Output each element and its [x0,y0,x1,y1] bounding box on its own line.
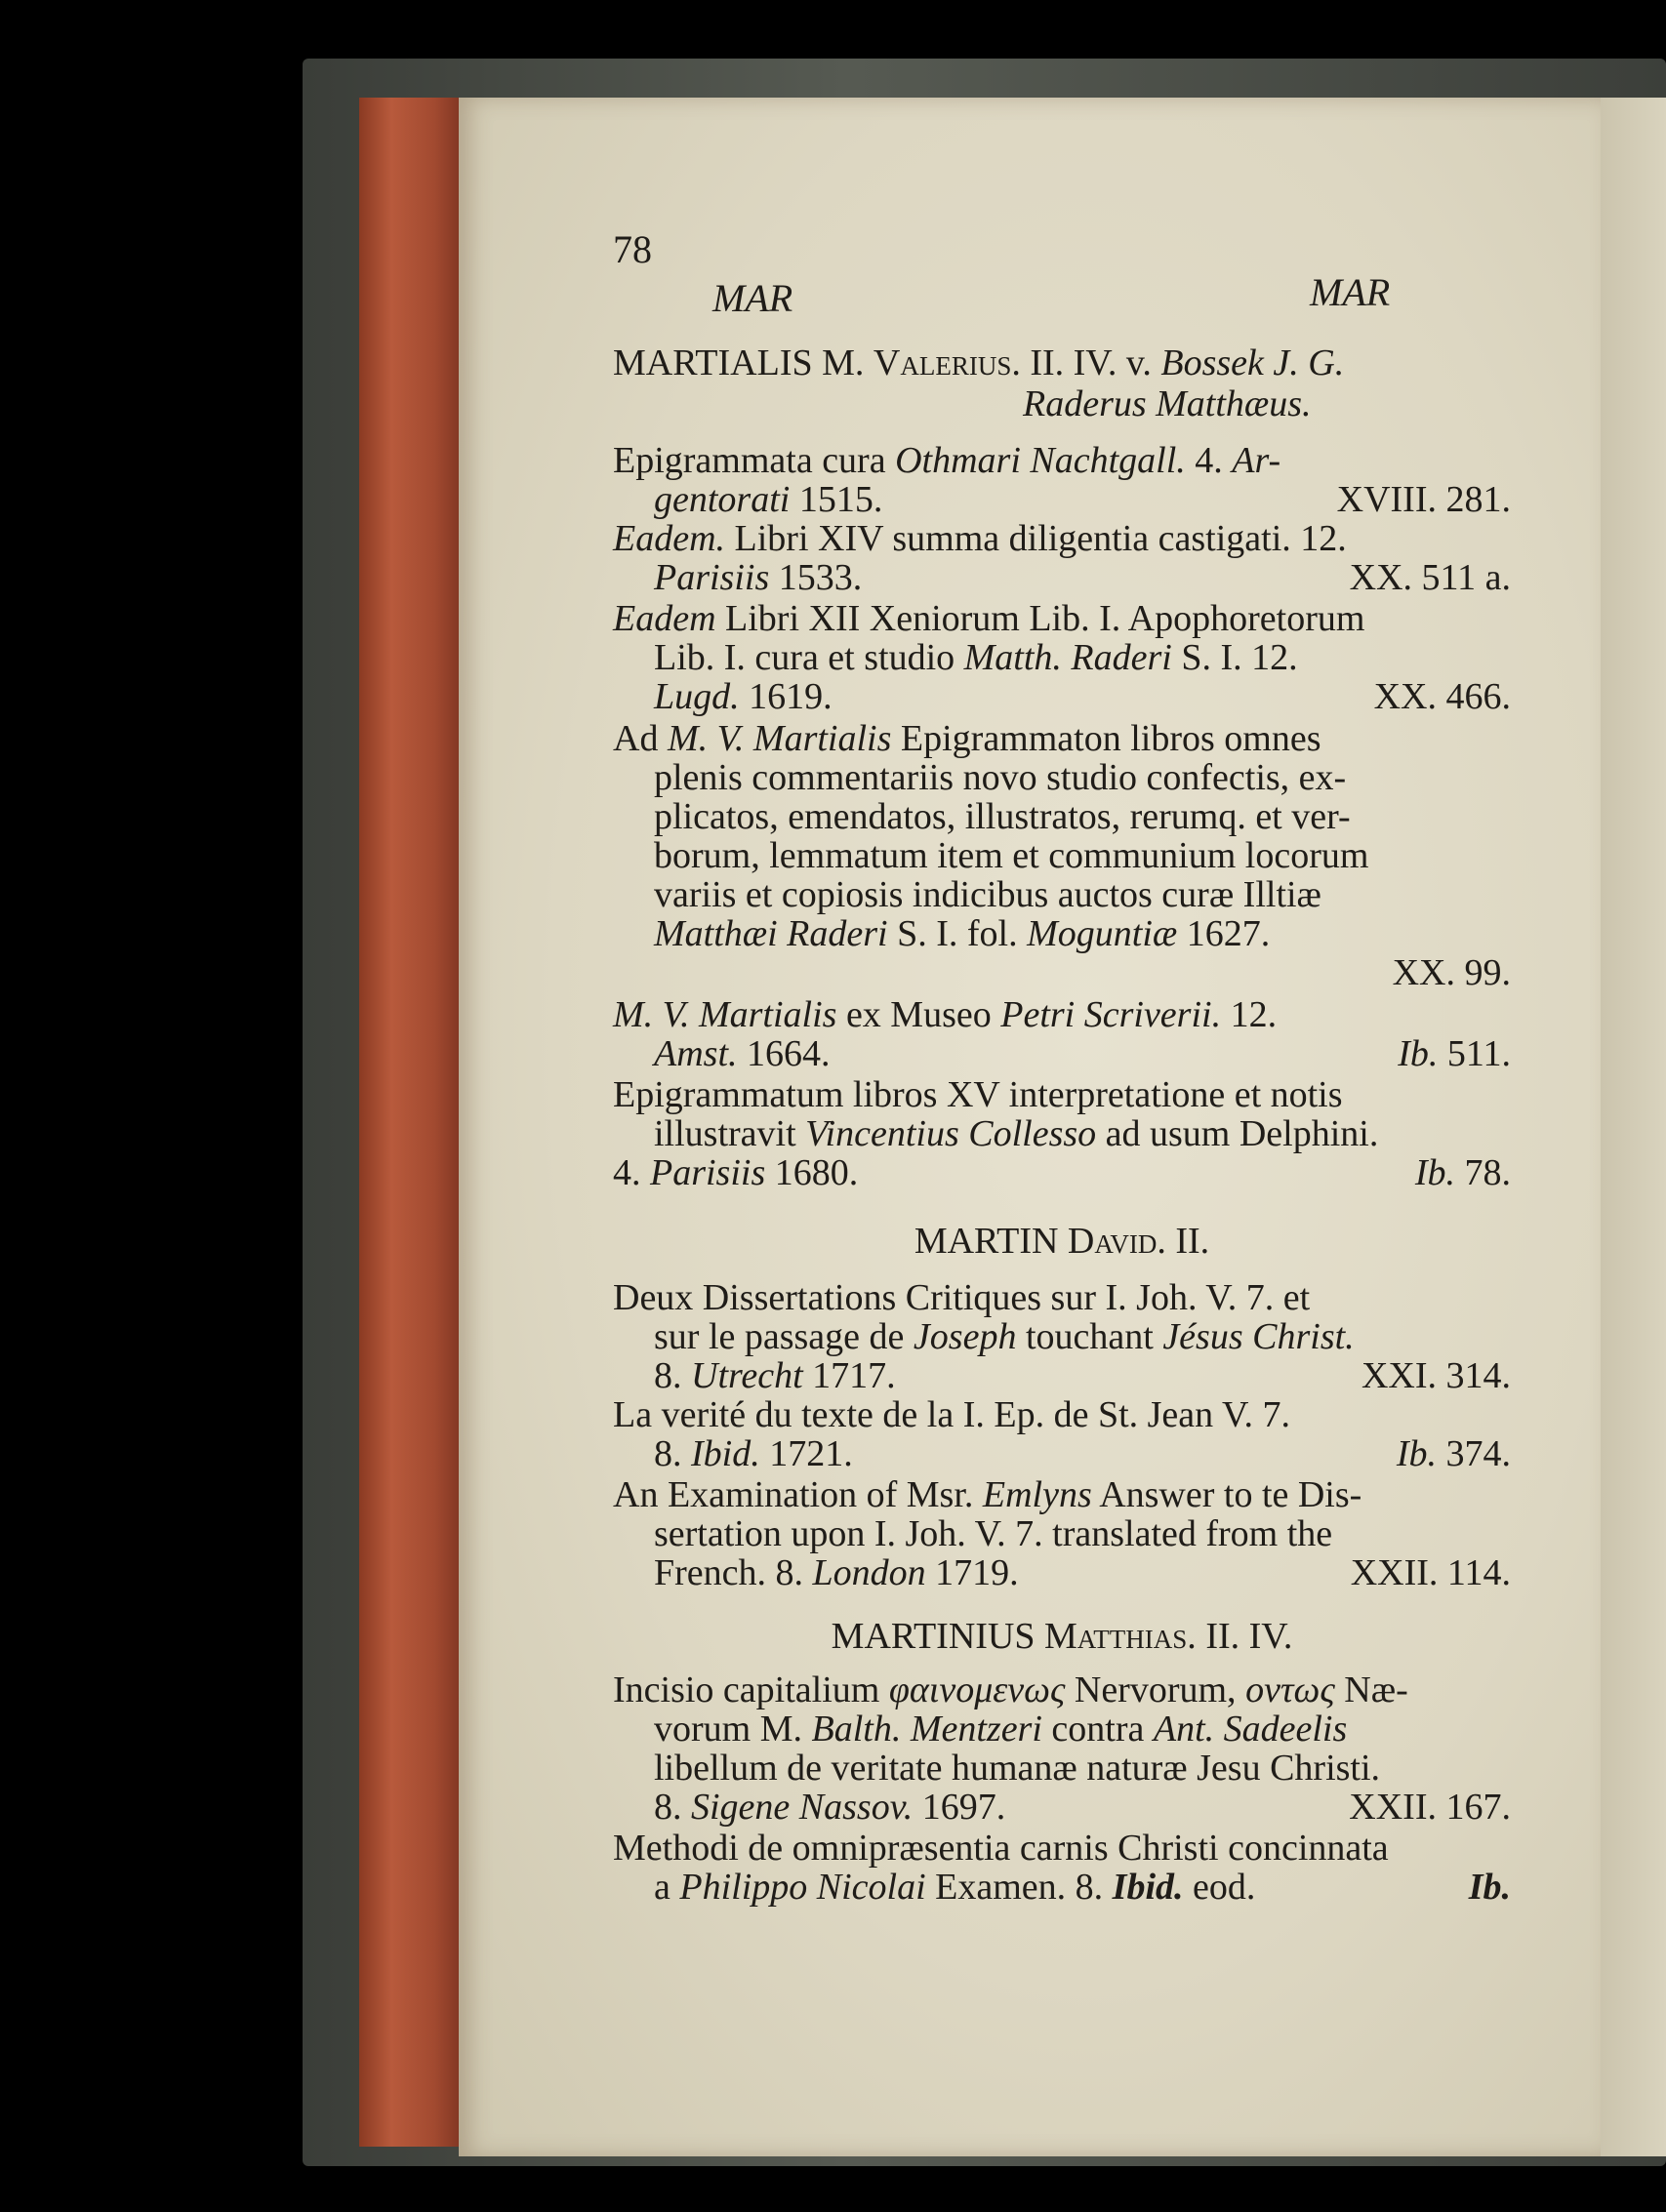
text-line: Matthæi Raderi S. I. fol. Moguntiæ 1627. [654,913,1271,954]
entry-heading: MARTINIUS Matthias. II. IV. [831,1616,1293,1657]
text-line: 8. Utrecht 1717. XXI. 314. [654,1355,1511,1396]
text-line: An Examination of Msr. Emlyns Answer to te Dis- [613,1474,1362,1515]
page-number: 78 [613,227,652,271]
text-line: a Philippo Nicolai Examen. 8. Ibid. eod. Ib. [654,1867,1511,1908]
text-line: plenis commentariis novo studio confectis, ex- [654,757,1347,798]
text-line: illustravit Vincentius Collesso ad usum Delphini. [654,1113,1379,1154]
text-line: Eadem. Libri XIV summa diligentia castigati. 12. [613,518,1347,559]
text-line: libellum de veritate humanæ naturæ Jesu Christi. [654,1748,1381,1789]
text-line: Eadem Libri XII Xeniorum Lib. I. Apophoretorum [613,598,1365,639]
text-line: sertation upon I. Joh. V. 7. translated from the [654,1513,1333,1554]
text-line: Raderus Matthæus. [1023,383,1312,424]
text-line: Ad M. V. Martialis Epigrammaton libros omnes [613,718,1321,759]
text-line: variis et copiosis indicibus auctos curæ Illtiæ [654,874,1321,915]
page-edges [359,98,467,2147]
text-line: Parisiis 1533. XX. 511 a. [654,557,1511,598]
text-line: M. V. Martialis ex Museo Petri Scriverii. 12. [613,994,1278,1035]
facing-page-edge [1601,98,1666,2156]
text-line: 8. Ibid. 1721. Ib. 374. [654,1433,1511,1474]
text-line: Amst. 1664. Ib. 511. [654,1033,1511,1074]
text-line: Methodi de omnipræsentia carnis Christi concinnata [613,1828,1389,1869]
text-line: 4. Parisiis 1680. Ib. 78. [613,1152,1511,1193]
text-line: plicatos, emendatos, illustratos, rerumq. et ver- [654,796,1351,837]
entry-heading: MARTIN David. II. [914,1221,1210,1262]
text-line: borum, lemmatum item et communium locorum [654,835,1369,876]
text-line: sur le passage de Joseph touchant Jésus Christ. [654,1316,1355,1357]
text-line: Lib. I. cura et studio Matth. Raderi S. I. 12. [654,637,1298,678]
text-line: Deux Dissertations Critiques sur I. Joh. V. 7. et [613,1277,1311,1318]
running-header-right: MAR [1310,270,1391,314]
text-line: gentorati 1515. XVIII. 281. [654,479,1511,520]
text-line: Incisio capitalium φαινομενως Nervorum, οντως Næ- [613,1669,1408,1710]
text-line: La verité du texte de la I. Ep. de St. Jean V. 7. [613,1394,1291,1435]
text-line: French. 8. London 1719. XXII. 114. [654,1552,1511,1593]
text-line: vorum M. Balth. Mentzeri contra Ant. Sadeelis [654,1709,1348,1749]
text-line: Epigrammata cura Othmari Nachtgall. 4. Ar- [613,440,1281,481]
text-line: Lugd. 1619. XX. 466. [654,676,1511,717]
entry-heading: MARTIALIS M. Valerius. II. IV. v. Bossek J. G. [613,342,1345,383]
text-line: 8. Sigene Nassov. 1697. XXII. 167. [654,1787,1511,1828]
text-line: Epigrammatum libros XV interpretatione et notis [613,1074,1343,1115]
running-header-left: MAR [712,276,793,320]
